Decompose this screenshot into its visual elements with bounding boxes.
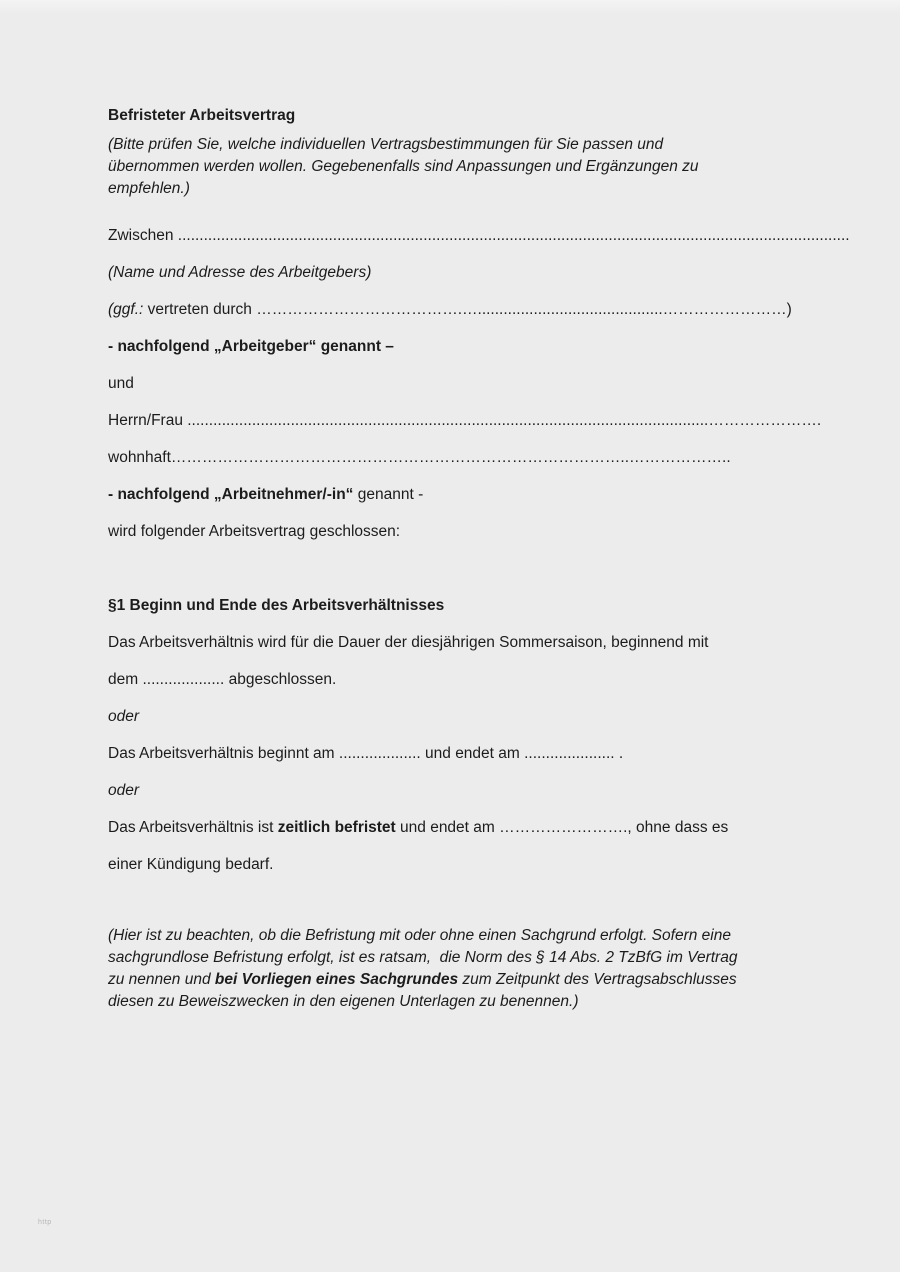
party-employee-line [108, 402, 822, 439]
season-clause [108, 624, 808, 698]
employer-name-hint [108, 254, 808, 291]
text-run: zum Zeitpunkt des Vertragsabschlusses [458, 971, 737, 988]
contract-statement [108, 513, 808, 550]
text-run: ) [366, 264, 372, 281]
text-run: (Hier ist zu beachten, ob die Befristung mit oder ohne einen Sachgrund erfolgt. Sofern eine [108, 927, 731, 944]
text-run: empfehlen.) [108, 180, 190, 197]
conjunction-und [108, 365, 808, 402]
text-run: sachgrundlose Befristung erfolgt, ist es ratsam, die Norm des § 14 Abs. 2 TzBfG im Vertrag [108, 949, 738, 966]
alternative-oder-2 [108, 772, 808, 809]
text-run: Herrn/Frau .........................................................................................................................…………………. [108, 412, 822, 429]
text-run: ( [108, 264, 114, 281]
party-employer-line [108, 217, 850, 254]
intro-note [108, 134, 808, 200]
text-run: Das Arbeitsverhältnis beginnt am ................... und endet am ..................... . [108, 745, 624, 762]
text-run: (Bitte prüfen Sie, welche individuellen Vertragsbestimmungen für Sie passen und [108, 136, 664, 153]
employee-designation [108, 476, 808, 513]
legal-note [108, 925, 808, 1013]
text-run: einer Kündigung bedarf. [108, 856, 274, 873]
start-end-clause [108, 735, 808, 772]
text-run: Das Arbeitsverhältnis wird für die Dauer der diesjährigen Sommersaison, beginnend mit [108, 634, 709, 651]
text-run: diesen zu Beweiszwecken in den eigenen Unterlagen zu benennen.) [108, 993, 579, 1010]
text-run: genannt - [353, 486, 424, 503]
text-run: und [108, 375, 134, 392]
text-run: oder [108, 708, 140, 725]
text-run: und endet am ……………………., ohne dass es [395, 819, 729, 836]
section-1-heading [108, 587, 808, 624]
document-title [108, 97, 808, 134]
text-run: Name und Adresse des Arbeitgebers [113, 264, 367, 281]
text-run: bei Vorliegen eines Sachgrundes [214, 971, 459, 988]
employer-designation [108, 328, 808, 365]
fixed-term-clause [108, 809, 808, 883]
text-run: ggf.: [113, 301, 144, 318]
text-run: ( [108, 301, 114, 318]
text-run: - nachfolgend „Arbeitnehmer/-in“ [108, 486, 354, 503]
text-run: wohnhaft……………………………………………………………………………..……………….. [108, 449, 731, 466]
text-run: wird folgender Arbeitsvertrag geschlossen: [108, 523, 401, 540]
text-run: zu nennen und [108, 971, 215, 988]
text-run: zeitlich befristet [277, 819, 396, 836]
footer-watermark: http [38, 1219, 52, 1226]
text-run: übernommen werden wollen. Gegebenenfalls sind Anpassungen und Ergänzungen zu [108, 158, 699, 175]
employee-address-line [108, 439, 808, 476]
text-run: Befristeter Arbeitsvertrag [108, 107, 296, 124]
text-run: oder [108, 782, 140, 799]
text-run: - nachfolgend „Arbeitgeber“ genannt – [108, 338, 394, 355]
text-run: Zwischen ............................................................................................................................................................ [108, 227, 850, 244]
contract-document [108, 97, 850, 1030]
text-run: §1 Beginn und Ende des Arbeitsverhältnisses [108, 597, 445, 614]
alternative-oder-1 [108, 698, 808, 735]
text-run: vertreten durch ………………………………….…...........................................……………………) [143, 301, 792, 318]
employer-representative-line [108, 291, 808, 328]
text-run: dem ................... abgeschlossen. [108, 671, 337, 688]
text-run: Das Arbeitsverhältnis ist [108, 819, 278, 836]
